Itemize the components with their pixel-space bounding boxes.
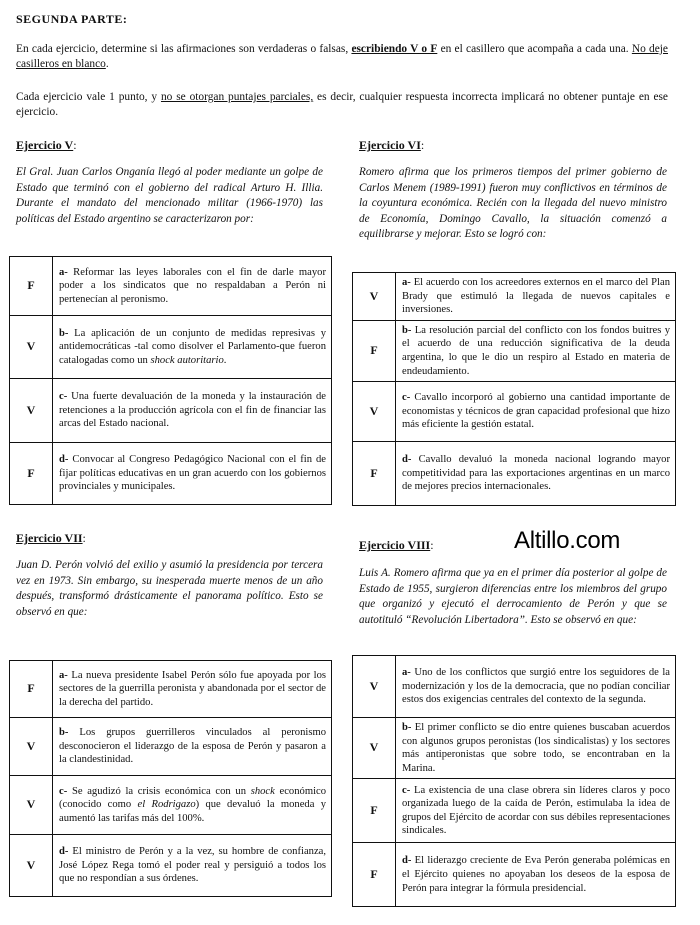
- instr-underlined: No deje casilleros en blanco: [16, 43, 668, 70]
- table-row: [353, 273, 676, 321]
- exercise-vii-table: [9, 660, 332, 897]
- answer-box[interactable]: F: [353, 779, 396, 843]
- statement: a- Reformar las leyes laborales con el fin de darle mayor poder a los sindicatos que no respaldaban a Perón ni pertenecían al peronismo.: [53, 257, 332, 316]
- instructions-paragraph-2: [16, 90, 668, 120]
- statement: d- El ministro de Perón y a la vez, su hombre de confianza, José López Rega tomó el poder real y persiguió a todos los que no respondían a sus órdenes.: [53, 835, 332, 897]
- statement: c- La existencia de una clase obrera sin líderes claros y poco organizada luego de la caída de Perón, estimulaba la idea de grupos del Ejército de acordar con sus débiles representaciones sindicales.: [396, 779, 676, 843]
- exercise-viii-title: Ejercicio VIII:: [359, 538, 434, 552]
- table-row: [353, 843, 676, 907]
- instr-text: En cada ejercicio, determine si las afirmaciones son verdaderas o falsas,: [16, 43, 349, 55]
- table-row: [353, 320, 676, 381]
- altillo-logo: Altillo.com: [514, 527, 621, 554]
- answer-box[interactable]: V: [10, 316, 53, 379]
- table-row: [10, 718, 332, 776]
- statement: b- El primer conflicto se dio entre quienes buscaban acuerdos con algunos grupos peronistas (los sindicalistas) y los sectores más antiperonistas que sobre todo, se encontraban en la Marina.: [396, 718, 676, 779]
- statement: c- Cavallo incorporó al gobierno una cantidad importante de economistas y técnicos de gran capacidad profesional que hizo más eficiente la gestión estatal.: [396, 382, 676, 442]
- answer-box[interactable]: V: [353, 273, 396, 321]
- statement: d- El liderazgo creciente de Eva Perón generaba polémicas en el Ejército quienes no apoyaban los deseos de la esposa de Perón para integrar la fórmula presidencial.: [396, 843, 676, 907]
- statement: a- Uno de los conflictos que surgió entre los seguidores de la modernización y los de la democracia, que no podían conciliar estos dos exigencias centrales del contexto de la segunda.: [396, 656, 676, 718]
- exercise-vii-title: Ejercicio VII:: [16, 531, 86, 545]
- exercise-vii-intro: Juan D. Perón volvió del exilio y asumió la presidencia por tercera vez en 1973. Sin embargo, su inesperada muerte menos de un año después, transformó drásticamente el panorama político. Esto se observó en que:: [16, 559, 323, 618]
- table-row: [10, 379, 332, 443]
- table-row: [10, 776, 332, 835]
- answer-box[interactable]: V: [10, 379, 53, 443]
- answer-box[interactable]: F: [10, 257, 53, 316]
- exercise-v-table: [9, 256, 332, 505]
- exercise-viii-table: [352, 655, 676, 907]
- instr-underlined: no se otorgan puntajes parciales,: [160, 91, 314, 103]
- statement: a- La nueva presidente Isabel Perón sólo fue apoyada por los sectores de la guerrilla peronista y abandonada por el sector de la derecha del partido.: [53, 661, 332, 718]
- table-row: [10, 443, 332, 505]
- answer-box[interactable]: F: [353, 843, 396, 907]
- exercise-v-title: Ejercicio V:: [16, 138, 77, 152]
- statement: d- Cavallo devaluó la moneda nacional logrando mayor competitividad para las exportaciones argentinas en un marco de mejores precios internacionales.: [396, 442, 676, 506]
- answer-box[interactable]: F: [10, 661, 53, 718]
- statement: b- La aplicación de un conjunto de medidas represivas y antidemocráticas -tal como disolver el Parlamento-que fueron catalogadas como un shock autoritario.: [53, 316, 332, 379]
- statement: d- Convocar al Congreso Pedagógico Nacional con el fin de fijar políticas educativas en un gran acuerdo con los gobiernos provinciales y municipales.: [53, 443, 332, 505]
- exercise-viii-intro: Luis A. Romero afirma que ya en el primer día posterior al golpe de Estado de 1955, surgieron diferencias entre los miembros del grupo que organizó y ejecutó el derrocamiento de Perón y que se autotituló “Revolución Libertadora”. Esto se observó en que:: [359, 567, 667, 626]
- instructions-paragraph-1: [16, 42, 668, 72]
- exercise-vi-table: [352, 272, 676, 506]
- exercise-vi-intro: Romero afirma que los primeros tiempos del primer gobierno de Carlos Menem (1989-1991) fueron muy conflictivos en términos de la coyuntura económica. Recién con la llegada del nuevo ministro de Economía, Domingo Cavallo, la situación comenzó a equilibrarse y mejorar. Esto se logró con:: [359, 166, 667, 240]
- instr-emphasis: escribiendo V o F: [351, 43, 438, 55]
- table-row: [10, 257, 332, 316]
- instr-text: Cada ejercicio vale 1 punto, y: [16, 91, 158, 103]
- statement: b- La resolución parcial del conflicto con los fondos buitres y el acuerdo de una reducción significativa de la deuda argentina, lo que le dio un respiro al Estado en materia de endeudamiento.: [396, 320, 676, 381]
- statement: b- Los grupos guerrilleros vinculados al peronismo desconocieron el liderazgo de la esposa de Perón y pasaron a la clandestinidad.: [53, 718, 332, 776]
- answer-box[interactable]: V: [10, 835, 53, 897]
- answer-box[interactable]: F: [10, 443, 53, 505]
- statement: a- El acuerdo con los acreedores externos en el marco del Plan Brady que estimuló la llegada de nuevos capitales e inversiones.: [396, 273, 676, 321]
- table-row: [353, 442, 676, 506]
- statement: c- Una fuerte devaluación de la moneda y la instauración de retenciones a la producción agrícola con el fin de financiar las arcas del Estado nacional.: [53, 379, 332, 443]
- answer-box[interactable]: V: [353, 718, 396, 779]
- table-row: [10, 835, 332, 897]
- table-row: [10, 661, 332, 718]
- table-row: [10, 316, 332, 379]
- table-row: [353, 382, 676, 442]
- instr-text: .: [105, 58, 109, 70]
- answer-box[interactable]: F: [353, 320, 396, 381]
- answer-box[interactable]: V: [10, 776, 53, 835]
- table-row: [353, 656, 676, 718]
- table-row: [353, 779, 676, 843]
- instr-text: en el casillero que acompaña a cada una.: [440, 43, 629, 55]
- exercise-v-intro: El Gral. Juan Carlos Onganía llegó al poder mediante un golpe de Estado que terminó con el gobierno del radical Arturo H. Illia. Durante el mandato del mencionado militar (1966-1970) las políticas del Estado argentino se caracterizaron por:: [16, 166, 323, 225]
- table-row: [353, 718, 676, 779]
- answer-box[interactable]: V: [353, 656, 396, 718]
- answer-box[interactable]: V: [10, 718, 53, 776]
- section-title: SEGUNDA PARTE:: [16, 12, 128, 26]
- answer-box[interactable]: F: [353, 442, 396, 506]
- statement: c- Se agudizó la crisis económica con un shock económico (conocido como el Rodrigazo) que devaluó la moneda y aumentó las tarifas más del 100%.: [53, 776, 332, 835]
- instr-text: es decir, cualquier respuesta incorrecta implicará no obtener puntaje en ese ejercicio.: [16, 91, 668, 118]
- answer-box[interactable]: V: [353, 382, 396, 442]
- exercise-vi-title: Ejercicio VI:: [359, 138, 425, 152]
